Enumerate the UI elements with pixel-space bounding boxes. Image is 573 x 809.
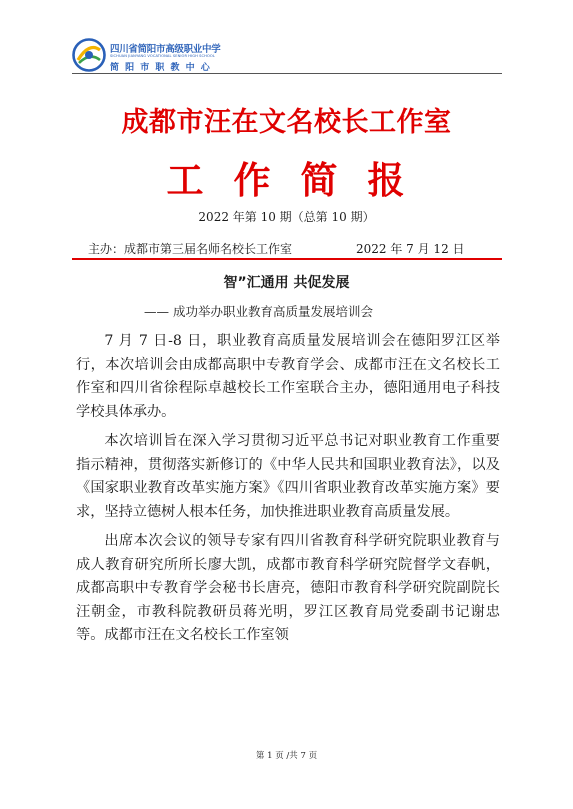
logo-center-name: 简 阳 市 职 教 中 心 <box>110 63 212 73</box>
page-number: 第 1 页 /共 7 页 <box>255 751 318 761</box>
masthead-red-divider <box>72 258 502 260</box>
studio-title: 成都市汪在文名校长工作室 <box>121 107 452 138</box>
article-subtitle: —— 成功举办职业教育高质量发展培训会 <box>144 304 373 319</box>
article-paragraph: 出席本次会议的领导专家有四川省教育科学研究院职业教育与成人教育研究所所长廖大凯，成都市教育科学研究院督学文春帆，成都高职中专教育学会秘书长唐亮，德阳市教育科学研究院副院长汪朝金，市教科院教研员蒋光明，罗江区教育局党委副书记谢忠等。成都市汪在文名校长工作室领 <box>76 533 500 643</box>
article-paragraph: 7 月 7 日-8 日，职业教育高质量发展培训会在德阳罗江区举行，本次培训会由成都高职中专教育学会、成都市汪在文名校长工作室和四川省徐程际卓越校长工作室联合主办，德阳通用电子科技学校具体承办。 <box>76 333 500 420</box>
brief-title: 工作简报 <box>166 158 435 202</box>
logo-school-name: 四川省简阳市高级职业中学 <box>110 44 221 55</box>
publish-date: 2022 年 7 月 12 日 <box>356 242 465 256</box>
sponsor: 主办：成都市第三届名师名校长工作室 <box>88 242 293 256</box>
issue-number: 2022 年第 10 期（总第 10 期） <box>198 210 375 224</box>
logo-school-name-english: SICHUAN JIANYANG VOCATIONAL SENIOR HIGH SCHOOL <box>110 54 215 58</box>
school-emblem-icon <box>72 38 106 72</box>
article-title: 智”汇通用 共促发展 <box>223 275 350 291</box>
header-divider <box>72 73 502 74</box>
article-paragraph: 本次培训旨在深入学习贯彻习近平总书记对职业教育工作重要指示精神，贯彻落实新修订的《中华人民共和国职业教育法》，以及《国家职业教育改革实施方案》《四川省职业教育改革实施方案》要求，坚持立德树人根本任务，加快推进职业教育高质量发展。 <box>76 433 500 520</box>
article-body <box>76 330 500 654</box>
school-logo <box>72 36 222 76</box>
